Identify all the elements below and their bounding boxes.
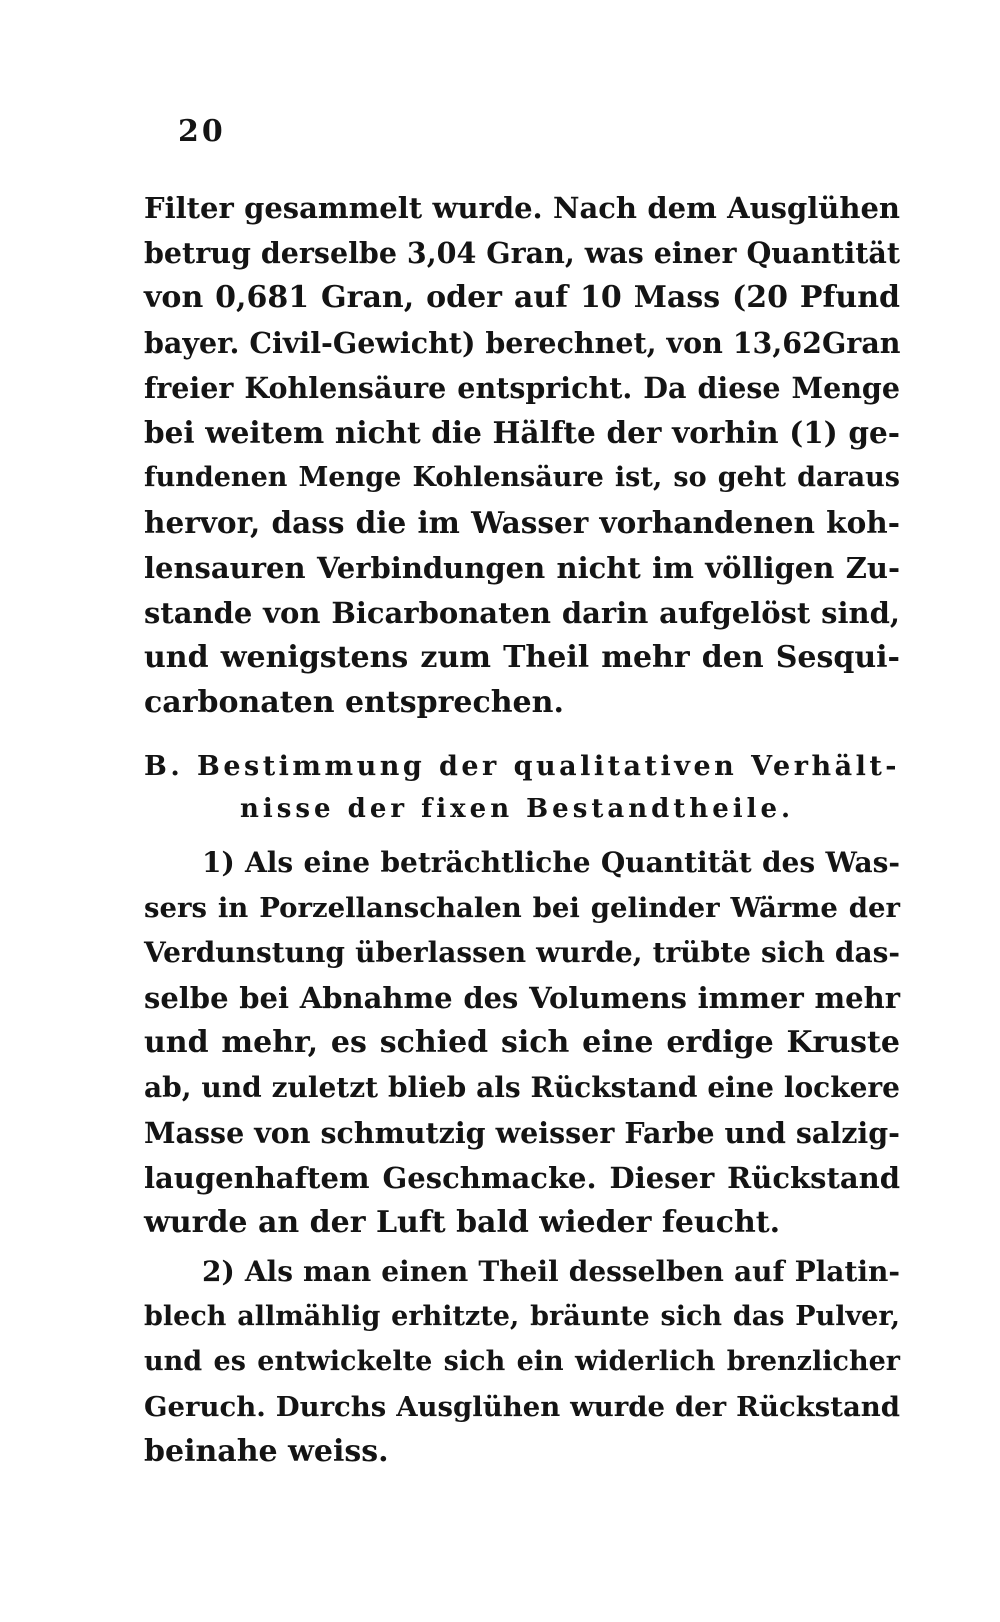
paragraph-line: blech allmählig erhitzte, bräunte sich das Pulver, — [144, 1301, 900, 1332]
text-line: bayer. Civil-Gewicht) berechnet, von 13,62Gran — [144, 326, 901, 360]
paragraph-line: wurde an der Luft bald wieder feucht. — [144, 1205, 781, 1240]
text-line: freier Kohlensäure entspricht. Da diese Menge — [144, 371, 900, 405]
paragraph-line: Verdunstung überlassen wurde, trübte sich das- — [144, 936, 900, 969]
paragraph-line: 1) Als eine beträchtliche Quantität des Was- — [202, 846, 900, 879]
paragraph-line: Geruch. Durchs Ausglühen wurde der Rückstand — [144, 1391, 900, 1423]
text-line: betrug derselbe 3,04 Gran, was einer Quantität — [144, 236, 900, 270]
text-line: Filter gesammelt wurde. Nach dem Ausglühen — [144, 191, 900, 225]
paragraph-line: und mehr, es schied sich eine erdige Kruste — [144, 1025, 900, 1060]
paragraph-line: sers in Porzellanschalen bei gelinder Wärme der — [144, 892, 900, 924]
text-line: fundenen Menge Kohlensäure ist, so geht daraus — [144, 462, 900, 493]
paragraph-line: 2) Als man einen Theil desselben auf Platin- — [202, 1255, 900, 1288]
text-line: bei weitem nicht die Hälfte der vorhin (1) ge- — [144, 415, 900, 450]
paragraph-line: Masse von schmutzig weisser Farbe und salzig- — [144, 1116, 900, 1150]
text-line: lensauren Verbindungen nicht im völligen Zu- — [144, 551, 900, 585]
text-line: und wenigstens zum Theil mehr den Sesqui- — [144, 640, 900, 675]
page-number: 20 — [178, 114, 226, 149]
paragraph-line: und es entwickelte sich ein widerlich brenzlicher — [144, 1346, 900, 1377]
text-line: von 0,681 Gran, oder auf 10 Mass (20 Pfund — [144, 280, 900, 315]
section-heading: B. Bestimmung der qualitativen Verhält- — [144, 751, 900, 782]
text-line: stande von Bicarbonaten darin aufgelöst sind, — [144, 596, 900, 630]
paragraph-line: ab, und zuletzt blieb als Rückstand eine lockere — [144, 1071, 900, 1104]
paragraph-line: beinahe weiss. — [144, 1434, 389, 1469]
paragraph-line: laugenhaftem Geschmacke. Dieser Rückstand — [144, 1161, 900, 1195]
paragraph-line: selbe bei Abnahme des Volumens immer mehr — [144, 981, 900, 1015]
text-line: carbonaten entsprechen. — [144, 685, 564, 720]
text-line: hervor, dass die im Wasser vorhandenen koh- — [144, 505, 900, 540]
section-heading-continued: nisse der fixen Bestandtheile. — [240, 794, 795, 824]
